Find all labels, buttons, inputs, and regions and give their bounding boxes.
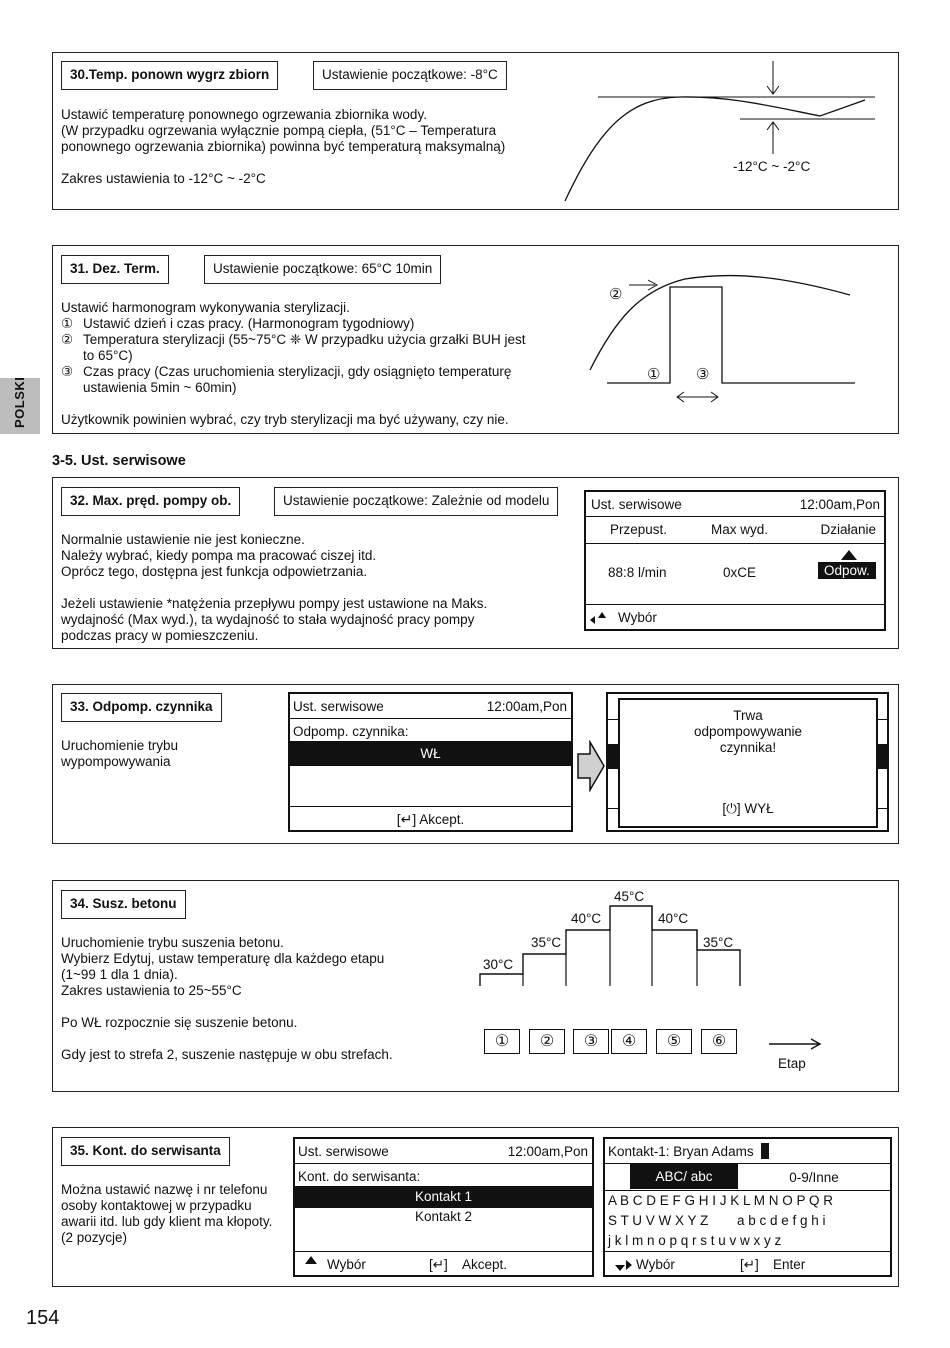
section-31-item-3-num: ③ — [61, 364, 74, 379]
pump-screen-values — [586, 544, 884, 605]
power-icon: [⏻] — [722, 801, 741, 816]
section-31-initial: Ustawienie początkowe: 65°C 10min — [204, 255, 441, 284]
contact-edit-header — [605, 1139, 890, 1164]
contact-screen-header — [295, 1139, 592, 1164]
pump-col-flow: Przepust. — [610, 522, 668, 537]
pump-screen-title: Ust. serwisowe — [591, 497, 682, 512]
pumpdown-header — [290, 694, 571, 719]
section-34-line-2: Wybierz Edytuj, ustaw temperaturę dla każdego etapu — [61, 951, 385, 966]
contact-2-label: Kontakt 2 — [414, 1209, 473, 1224]
tab-letters[interactable] — [630, 1164, 738, 1189]
section-31-label: 31. Dez. Term. — [61, 255, 169, 284]
down-right-arrow-icon — [615, 1259, 635, 1271]
next-arrow-icon — [576, 740, 606, 792]
contact-screen-subtitle: Kont. do serwisanta: — [298, 1169, 421, 1184]
section-heading: 3-5. Ust. serwisowe — [52, 453, 186, 469]
section-31-item-2-line-2: to 65°C) — [83, 348, 133, 363]
pumpdown-title: Ust. serwisowe — [293, 699, 384, 714]
stage-number-5-label: ⑤ — [666, 1033, 682, 1050]
enter-icon: [↵] — [740, 1257, 759, 1272]
section-33-line-2: wypompowywania — [61, 754, 171, 769]
contact-screen-time: 12:00am,Pon — [507, 1144, 588, 1159]
contact-screen-select: Wybór — [327, 1257, 366, 1272]
section-34-line-1: Uruchomienie trybu suszenia betonu. — [61, 935, 284, 950]
section-30-line-3: ponownego ogrzewania zbiornika) powinna być temperaturą maksymalną) — [61, 139, 506, 154]
tab-letters-label: ABC/ abc — [655, 1169, 713, 1184]
drying-step-graph — [470, 886, 840, 986]
stage-axis-arrow-icon — [767, 1036, 823, 1052]
section-33-label: 33. Odpomp. czynnika — [61, 693, 222, 722]
keyboard-row-2-upper[interactable]: S T U V W X Y Z — [608, 1213, 709, 1228]
pumpdown-subtitle: Odpomp. czynnika: — [293, 724, 409, 739]
contact-edit-screen — [603, 1137, 892, 1277]
pump-screen-cols — [586, 517, 884, 544]
step-5-temp: 40°C — [658, 911, 689, 926]
section-31-item-3-line-2: ustawienia 5min ~ 60min) — [83, 380, 237, 395]
section-31-item-3-line-1: Czas pracy (Czas uruchomienia sterylizacji, gdy osiągnięto temperaturę — [83, 364, 512, 379]
stage-number-6-label: ⑥ — [711, 1033, 727, 1050]
pump-col-max: Max wyd. — [711, 522, 769, 537]
section-35-label: 35. Kont. do serwisanta — [61, 1137, 230, 1166]
pumpdown-time: 12:00am,Pon — [486, 699, 567, 714]
step-6-temp: 35°C — [703, 935, 734, 950]
section-32-line-6: podczas pracy w pomieszczeniu. — [61, 628, 259, 643]
tab-numbers-label: 0-9/Inne — [789, 1170, 839, 1185]
left-up-arrow-icon — [590, 612, 608, 624]
keyboard-row-2-lower[interactable]: a b c d e f g h i — [737, 1213, 826, 1228]
section-31-item-2-num: ② — [61, 332, 74, 347]
section-31-footer: Użytkownik powinien wybrać, czy tryb sterylizacji ma być używany, czy nie. — [61, 412, 509, 427]
text-cursor — [761, 1143, 769, 1159]
stage-axis-label: Etap — [778, 1056, 806, 1071]
section-31-item-1-num: ① — [61, 316, 74, 331]
keyboard-grid — [605, 1191, 890, 1252]
pumpdown-subtitle-row — [290, 719, 571, 807]
section-32-initial: Ustawienie początkowe: Zależnie od modelu — [274, 487, 558, 516]
pump-screen-header — [586, 492, 884, 517]
section-35-line-2: osoby kontaktowej w przypadku — [61, 1198, 252, 1213]
stage-number-2 — [529, 1029, 565, 1054]
enter-icon: [↵] — [429, 1257, 448, 1272]
sterilization-graph — [585, 265, 860, 410]
stage-number-2-label: ② — [539, 1033, 555, 1050]
sterilization-mark-1: ① — [647, 366, 661, 383]
pump-flow-value: 88:8 l/min — [608, 565, 667, 580]
enter-icon: [↵] — [396, 811, 417, 827]
stage-number-3 — [573, 1029, 609, 1054]
section-30-label: 30.Temp. ponown wygrz zbiorn — [61, 61, 278, 90]
vent-button[interactable]: Odpow. — [818, 562, 876, 579]
step-4-temp: 45°C — [614, 889, 645, 904]
section-32-line-1: Normalnie ustawienie nie jest konieczne. — [61, 532, 305, 547]
keyboard-tabs — [605, 1164, 890, 1191]
contact-list — [295, 1164, 592, 1252]
up-arrow-icon — [305, 1256, 317, 1264]
step-1-temp: 30°C — [483, 957, 514, 972]
section-35-line-4: (2 pozycje) — [61, 1230, 128, 1245]
contact-edit-enter[interactable]: Enter — [773, 1257, 806, 1272]
keyboard-row-3[interactable]: j k l m n o p q r s t u v w x y z — [608, 1233, 782, 1248]
stage-number-5 — [656, 1029, 692, 1054]
section-34-line-3: (1~99 1 dla 1 dnia). — [61, 967, 178, 982]
language-tab — [0, 378, 40, 434]
stage-number-3-label: ③ — [583, 1033, 599, 1050]
pump-speed-screen — [584, 490, 886, 631]
tab-numbers[interactable] — [755, 1164, 873, 1189]
section-30-initial: Ustawienie początkowe: -8°C — [313, 61, 507, 90]
stage-number-4 — [611, 1029, 647, 1054]
stage-number-1 — [484, 1029, 520, 1054]
contact-screen-title: Ust. serwisowe — [298, 1144, 389, 1159]
section-32-line-4: Jeżeli ustawienie *natężenia przepływu pompy jest ustawione na Maks. — [61, 596, 488, 611]
contact-edit-title: Kontakt-1: Bryan Adams — [608, 1144, 754, 1159]
step-2-temp: 35°C — [531, 935, 562, 950]
section-35-line-3: awarii itd. lub gdy klient ma kłopoty. — [61, 1214, 273, 1229]
keyboard-row-1[interactable]: A B C D E F G H I J K L M N O P Q R — [608, 1193, 834, 1208]
popup-footer — [620, 801, 876, 817]
contact-1-label: Kontakt 1 — [414, 1189, 473, 1204]
section-32-label: 32. Max. pręd. pompy ob. — [61, 487, 240, 516]
contact-1-item[interactable] — [295, 1186, 592, 1208]
page-number: 154 — [26, 1307, 60, 1329]
pump-col-action: Działanie — [820, 522, 876, 537]
section-30-line-2: (W przypadku ogrzewania wyłącznie pompą ciepła, (51°C – Temperatura — [61, 123, 497, 138]
pumpdown-popup — [618, 698, 878, 828]
contact-edit-select: Wybór — [636, 1257, 675, 1272]
section-31-item-2-line-1: Temperatura sterylizacji (55~75°C ❈ W przypadku użycia grzałki BUH jest — [83, 332, 526, 347]
pumpdown-accept[interactable]: Akcept. — [419, 812, 465, 827]
section-34-line-4: Zakres ustawienia to 25~55°C — [61, 983, 242, 998]
pump-screen-time: 12:00am,Pon — [799, 497, 880, 512]
section-33-line-1: Uruchomienie trybu — [61, 738, 179, 753]
section-32-line-5: wydajność (Max wyd.), ta wydajność to stała wydajność pracy pompy — [61, 612, 475, 627]
popup-message-3: czynnika! — [719, 740, 777, 755]
stage-number-6 — [701, 1029, 737, 1054]
section-30-range: Zakres ustawienia to -12°C ~ -2°C — [61, 171, 266, 186]
section-35-line-1: Można ustawić nazwę i nr telefonu — [61, 1182, 268, 1197]
pumpdown-on-option[interactable] — [290, 741, 571, 766]
sterilization-mark-3: ③ — [696, 366, 710, 383]
language-tab-label: POLSKI — [12, 376, 27, 428]
section-31-intro: Ustawić harmonogram wykonywania sterylizacji. — [61, 300, 350, 315]
step-3-temp: 40°C — [571, 911, 602, 926]
section-31-item-1-line: Ustawić dzień i czas pracy. (Harmonogram tygodniowy) — [83, 316, 415, 331]
popup-message-2: odpompowywanie — [693, 724, 803, 739]
stage-number-1-label: ① — [494, 1033, 510, 1050]
service-contact-screen — [293, 1137, 594, 1277]
section-34-line-6: Gdy jest to strefa 2, suszenie następuje w obu strefach. — [61, 1047, 393, 1062]
popup-message-1: Trwa — [733, 708, 763, 723]
contact-screen-accept[interactable]: Akcept. — [462, 1257, 508, 1272]
popup-off-button[interactable]: WYŁ — [744, 801, 774, 816]
pumpdown-on-label: WŁ — [420, 746, 441, 761]
up-arrow-icon — [841, 550, 857, 560]
section-32-line-2: Należy wybrać, kiedy pompa ma pracować ciszej itd. — [61, 548, 377, 563]
reheat-graph — [560, 56, 890, 206]
section-34-line-5: Po WŁ rozpocznie się suszenie betonu. — [61, 1015, 298, 1030]
section-32-line-3: Oprócz tego, dostępna jest funkcja odpowietrzania. — [61, 564, 368, 579]
pump-max-value: 0xCE — [723, 565, 757, 580]
reheat-graph-label: -12°C ~ -2°C — [733, 159, 811, 174]
section-34-label: 34. Susz. betonu — [61, 890, 186, 919]
sterilization-mark-2: ② — [609, 286, 623, 303]
pump-screen-footer: Wybór — [618, 610, 657, 625]
pumpdown-screen — [288, 692, 573, 832]
pumpdown-divider — [290, 765, 571, 766]
stage-number-4-label: ④ — [621, 1033, 637, 1050]
section-30-line-1: Ustawić temperaturę ponownego ogrzewania zbiornika wody. — [61, 107, 427, 122]
pumpdown-footer — [290, 811, 571, 828]
contact-2-item[interactable] — [295, 1209, 592, 1225]
